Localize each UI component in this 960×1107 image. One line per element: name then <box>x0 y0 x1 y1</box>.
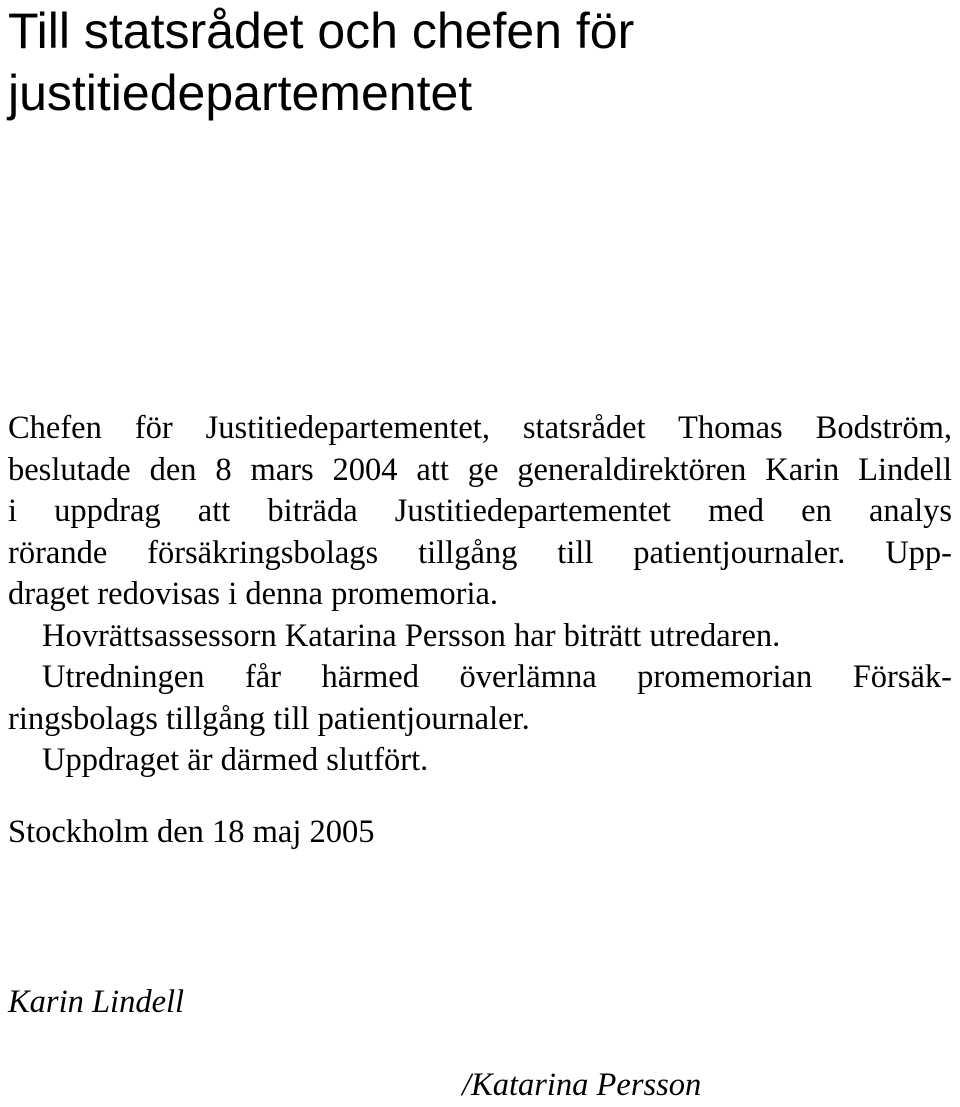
body-line: beslutade den 8 mars 2004 att ge generaldirektören Karin Lindell <box>8 451 952 488</box>
body-line: draget redovisas i denna promemoria. <box>8 576 499 612</box>
page-title-line-1: Till statsrådet och chefen för <box>8 3 635 59</box>
body-line: rörande försäkringsbolags tillgång till patientjournaler. Upp- <box>8 534 952 571</box>
body-line: Hovrättsassessorn Katarina Persson har biträtt utredaren. <box>42 617 781 654</box>
body-line: Uppdraget är därmed slutfört. <box>42 742 429 778</box>
body-line: Utredningen får härmed överlämna promemorian Försäk- <box>42 659 952 695</box>
signature-main: Karin Lindell <box>8 984 185 1020</box>
place-date: Stockholm den 18 maj 2005 <box>8 814 375 850</box>
page-title <box>8 0 948 124</box>
page-title-line-2: justitiedepartementet <box>8 65 473 121</box>
body-line: Chefen för Justitiedepartementet, statsrådet Thomas Bodström, <box>8 410 952 446</box>
body-line: ringsbolags tillgång till patientjournaler. <box>8 700 530 737</box>
body-paragraph <box>8 408 952 782</box>
signature-secondary: /Katarina Persson <box>462 1067 702 1103</box>
body-line: i uppdrag att biträda Justitiedepartementet med en analys <box>8 493 952 529</box>
